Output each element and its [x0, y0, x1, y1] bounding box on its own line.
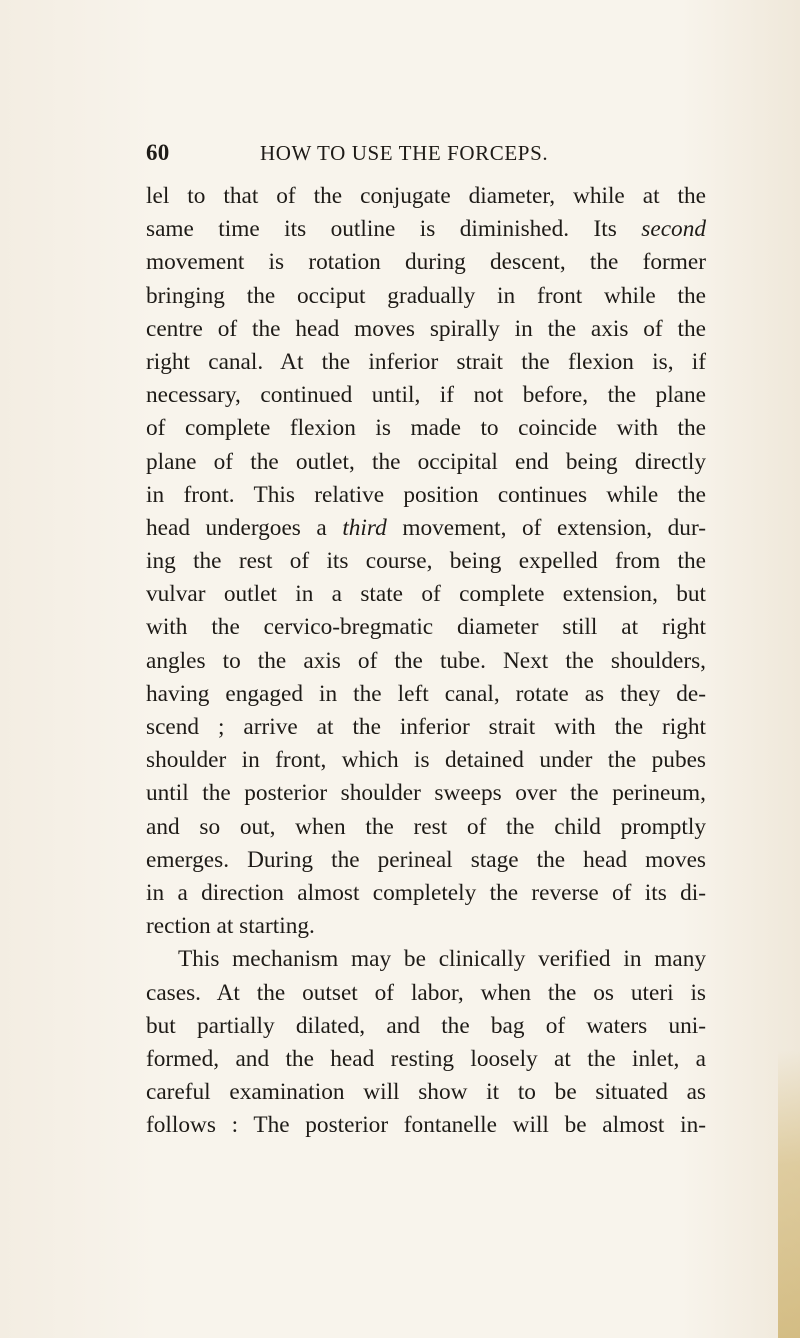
text-line: in a direction almost completely the reverse of its di-	[146, 879, 706, 906]
text-line: having engaged in the left canal, rotate as they de-	[146, 680, 706, 707]
text-line: formed, and the head resting loosely at the inlet, a	[146, 1045, 706, 1072]
text-line: cases. At the outset of labor, when the os uteri is	[146, 979, 706, 1006]
page-header	[146, 140, 706, 172]
text-line: necessary, continued until, if not before, the plane	[146, 382, 706, 409]
text-line: shoulder in front, which is detained under the pubes	[146, 747, 706, 774]
page-number: 60	[146, 140, 170, 165]
text-line: centre of the head moves spirally in the axis of the	[146, 315, 706, 342]
text-line: angles to the axis of the tube. Next the shoulders,	[146, 647, 706, 674]
page-edge-stain	[778, 1050, 800, 1338]
text-line: plane of the outlet, the occipital end being directly	[146, 448, 706, 475]
text-line: ing the rest of its course, being expelled from the	[146, 548, 706, 575]
text-line: follows : The posterior fontanelle will be almost in-	[146, 1112, 706, 1139]
text-line: emerges. During the perineal stage the head moves	[146, 846, 706, 873]
text-line: scend ; arrive at the inferior strait with the right	[146, 714, 706, 740]
body-text	[146, 180, 706, 1142]
text-line: lel to that of the conjugate diameter, while at the	[146, 183, 706, 209]
text-line: until the posterior shoulder sweeps over the perineum,	[146, 780, 706, 807]
text-line: head undergoes a third movement, of extension, dur-	[146, 514, 707, 541]
running-title: HOW TO USE THE FORCEPS.	[260, 141, 549, 165]
paragraph-start: This mechanism may be clinically verified in many	[178, 946, 706, 973]
text-line: rection at starting.	[146, 913, 315, 940]
emphasis-second: second	[641, 216, 706, 243]
text-line: bringing the occiput gradually in front while the	[146, 282, 706, 309]
text-line: but partially dilated, and the bag of waters uni-	[146, 1012, 706, 1039]
text-line: right canal. At the inferior strait the flexion is, if	[146, 348, 706, 375]
emphasis-third: third	[342, 514, 387, 541]
text-line: vulvar outlet in a state of complete extension, but	[146, 581, 706, 608]
text-line: with the cervico-bregmatic diameter still at right	[146, 614, 706, 641]
text-line: careful examination will show it to be situated as	[146, 1079, 706, 1106]
text-line: of complete flexion is made to coincide with the	[146, 415, 706, 442]
text-line: in front. This relative position continues while the	[146, 481, 706, 508]
text-line: and so out, when the rest of the child promptly	[146, 813, 706, 840]
text-line: movement is rotation during descent, the former	[146, 249, 706, 276]
text-line: same time its outline is diminished. Its second	[146, 216, 706, 243]
